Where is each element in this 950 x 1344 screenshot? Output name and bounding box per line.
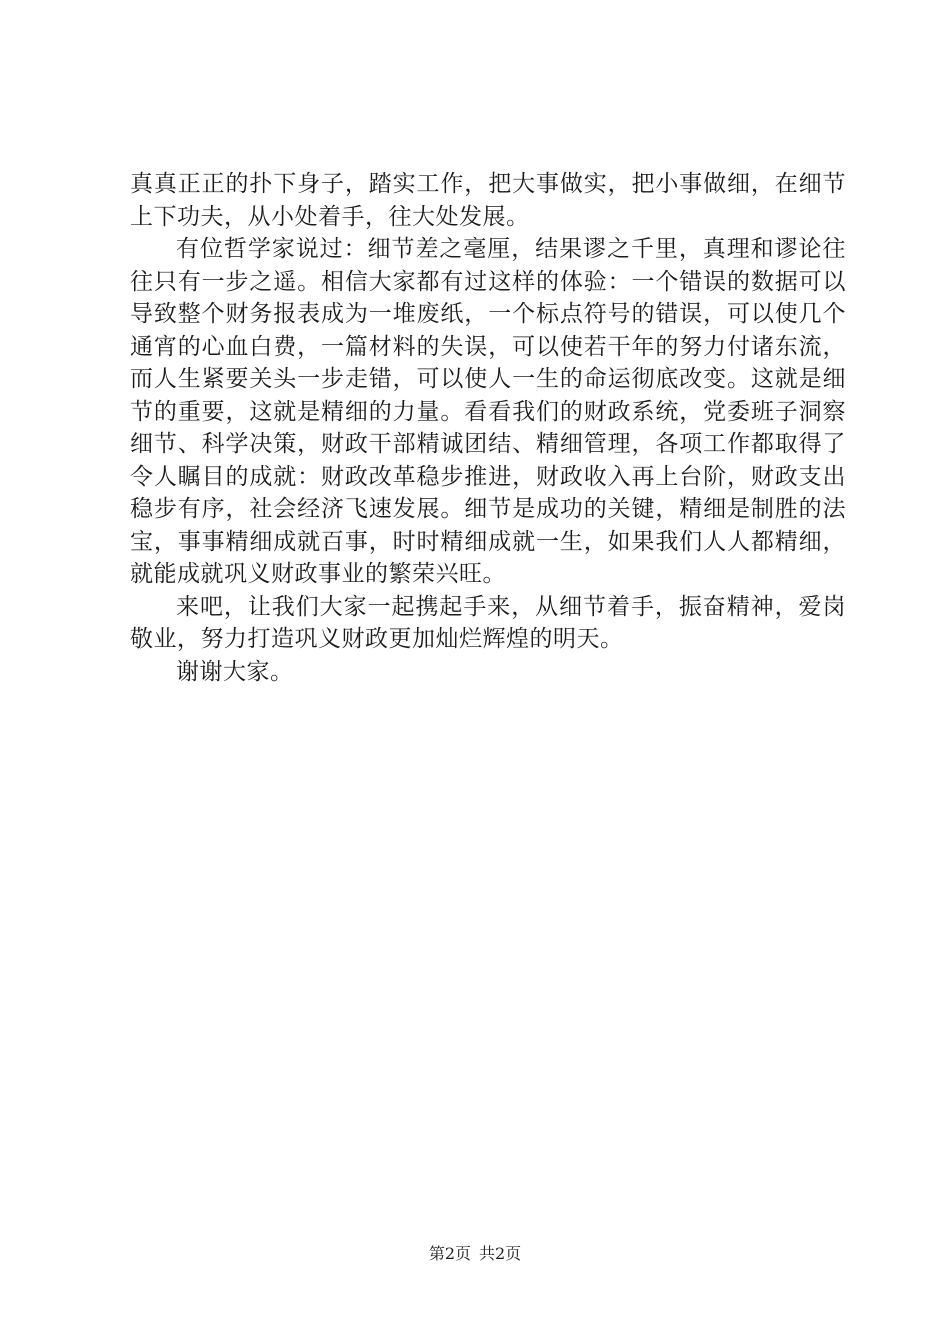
page-footer [0, 1244, 950, 1264]
paragraph-call-to-action: 来吧，让我们大家一起携起手来，从细节着手，振奋精神，爱岗敬业，努力打造巩义财政更加灿烂辉煌的明天。 [130, 593, 846, 652]
page-number-total: 共2页 [479, 1244, 522, 1263]
document-body [130, 168, 846, 688]
paragraph-continuation: 真真正正的扑下身子，踏实工作，把大事做实，把小事做细，在细节上下功夫，从小处着手，往大处发展。 [130, 171, 846, 230]
page-number-current: 第2页 [428, 1244, 471, 1263]
paragraph-thanks: 谢谢大家。 [176, 658, 294, 685]
paragraph-philosopher: 有位哲学家说过：细节差之毫厘，结果谬之千里，真理和谬论往往只有一步之遥。相信大家都有过这样的体验：一个错误的数据可以导致整个财务报表成为一堆废纸，一个标点符号的错误，可以使几个通宵的心血白费，一篇材料的失误，可以使若干年的努力付诸东流，而人生紧要关头一步走错，可以使人一生的命运彻底改变。这就是细节的重要，这就是精细的力量。看看我们的财政系统，党委班子洞察细节、科学决策，财政干部精诚团结、精细管理，各项工作都取得了令人瞩目的成就：财政改革稳步推进，财政收入再上台阶，财政支出稳步有序，社会经济飞速发展。细节是成功的关键，精细是制胜的法宝，事事精细成就百事，时时精细成就一生，如果我们人人都精细，就能成就巩义财政事业的繁荣兴旺。 [130, 236, 846, 587]
